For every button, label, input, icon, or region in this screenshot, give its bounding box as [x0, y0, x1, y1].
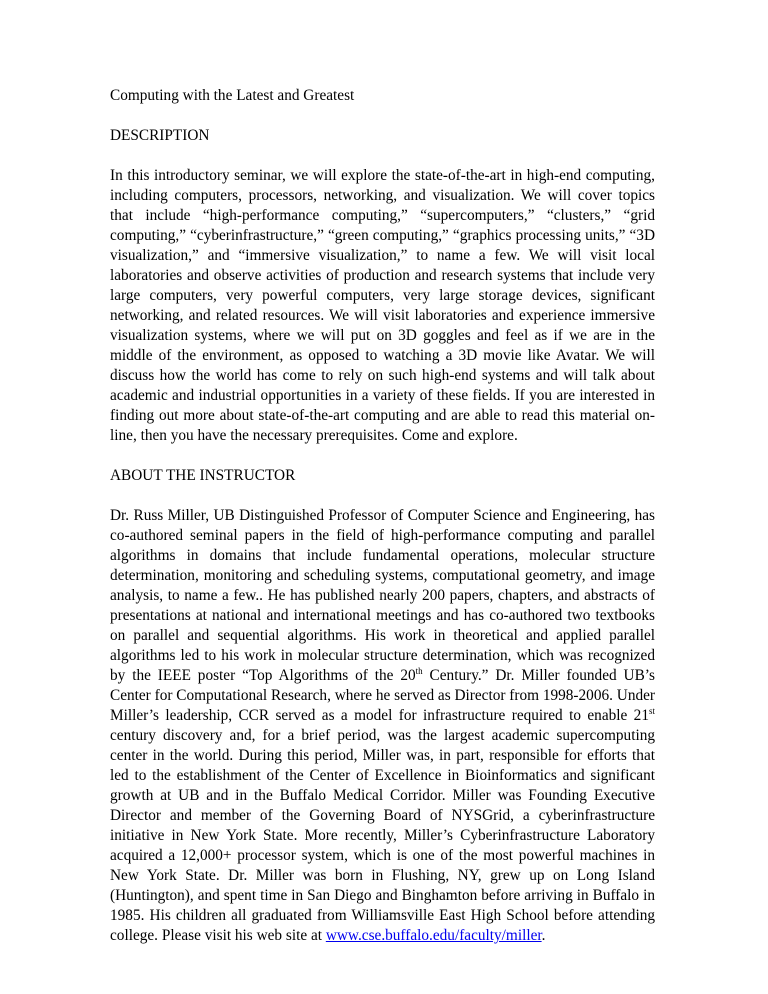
bio-text-part1: Dr. Russ Miller, UB Distinguished Professor of Computer Science and Engineering, has co-authored seminal papers in the field of high-performance computing and parallel algorithms in domains that include fundamental operations, molecular structure determination, monitoring and scheduling systems, computational geometry, and image analysis, to name a few.. He has published nearly 200 papers, chapters, and abstracts of presentations at national and international meetings and has co-authored two textbooks on parallel and sequential algorithms. His work in theoretical and applied parallel algorithms led to his work in molecular structure determination, which was recognized by the IEEE poster “Top Algorithms of the 20: [110, 507, 655, 684]
description-paragraph: In this introductory seminar, we will explore the state-of-the-art in high-end computing, including computers, processors, networking, and visualization. We will cover topics that include “high-performance computing,” “supercomputers,” “clusters,” “grid computing,” “cyberinfrastructure,” “green computing,” “graphics processing units,” “3D visualization,” and “immersive visualization,” to name a few. We will visit local laboratories and observe activities of production and research systems that include very large computers, very powerful computers, very large storage devices, significant networking, and related resources. We will visit laboratories and experience immersive visualization systems, where we will put on 3D goggles and feel as if we are in the middle of the environment, as opposed to watching a 3D movie like Avatar. We will discuss how the world has come to rely on such high-end systems and will talk about academic and industrial opportunities in a variety of these fields. If you are interested in finding out more about state-of-the-art computing and are able to read this material on-line, then you have the necessary prerequisites. Come and explore.: [110, 167, 655, 444]
bio-superscript-st: st: [648, 705, 655, 716]
instructor-bio-paragraph: [110, 506, 655, 946]
instructor-website-link[interactable]: www.cse.buffalo.edu/faculty/miller: [325, 927, 542, 944]
bio-text-end: .: [541, 927, 546, 944]
bio-superscript-th: th: [415, 665, 423, 676]
document-page: [110, 86, 655, 966]
bio-text-part3: century discovery and, for a brief period, was the largest academic supercomputing center in the world. During this period, Miller was, in part, responsible for efforts that led to the establishment of the Center of Excellence in Bioinformatics and significant growth at UB and in the Buffalo Medical Corridor. Miller was Founding Executive Director and member of the Governing Board of NYSGrid, a cyberinfrastructure initiative in New York State. More recently, Miller’s Cyberinfrastructure Laboratory acquired a 12,000+ processor system, which is one of the most powerful machines in New York State. Dr. Miller was born in Flushing, NY, grew up on Long Island (Huntington), and spent time in San Diego and Binghamton before arriving in Buffalo in 1985. His children all graduated from Williamsville East High School before attending college. Please visit his web site at: [110, 727, 655, 944]
document-title: Computing with the Latest and Greatest: [110, 87, 355, 104]
description-heading: DESCRIPTION: [110, 127, 210, 144]
instructor-heading: ABOUT THE INSTRUCTOR: [110, 467, 296, 484]
bio-text-part2: Century.” Dr. Miller founded UB’s Center for Computational Research, where he served as Director from 1998-2006. Under Miller’s leadership, CCR served as a model for infrastructure required to enable 21: [110, 667, 655, 724]
